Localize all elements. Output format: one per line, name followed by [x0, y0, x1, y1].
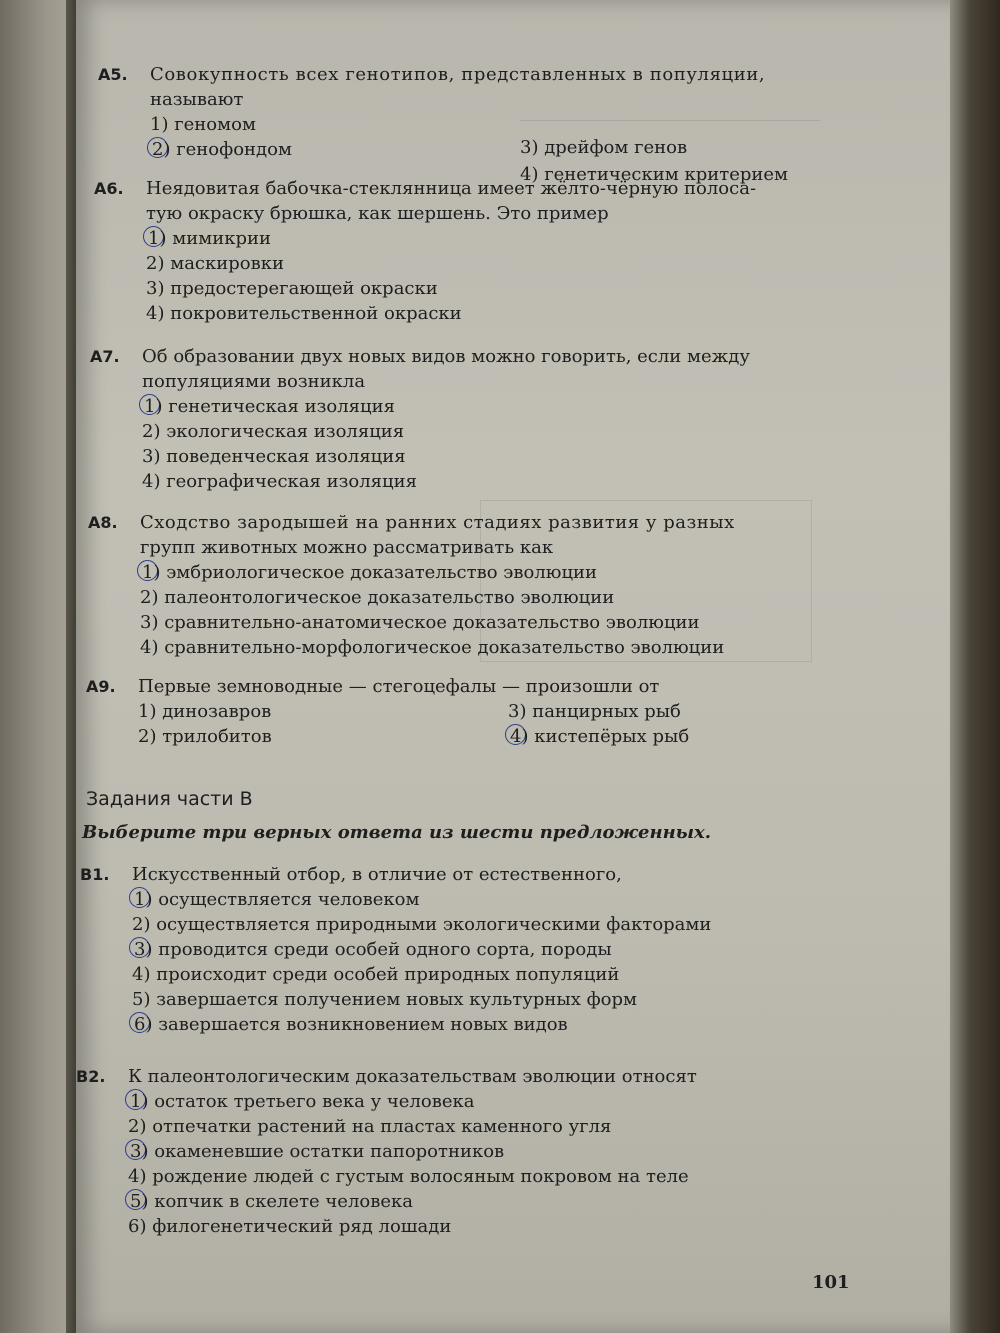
- task-number: А8.: [88, 513, 118, 532]
- option-1-selected[interactable]: [132, 887, 820, 912]
- option-1[interactable]: 1) геномом: [150, 114, 256, 135]
- option-2[interactable]: 2) осуществляется природными экологическими факторами: [132, 914, 712, 935]
- option-3[interactable]: 3) предостерегающей окраски: [146, 278, 438, 299]
- option-4[interactable]: 4) покровительственной окраски: [146, 303, 462, 324]
- task-a7: [90, 344, 830, 494]
- question-text: групп животных можно рассматривать как: [140, 537, 554, 558]
- option-2[interactable]: 2) трилобитов: [138, 726, 272, 747]
- option-label: 3) окаменевшие остатки папоротников: [130, 1141, 505, 1162]
- option-label: 2) генофондом: [152, 139, 292, 160]
- instruction: Выберите три верных ответа из шести предложенных.: [82, 822, 712, 843]
- option-1-selected[interactable]: [140, 560, 828, 585]
- option-3[interactable]: 3) дрейфом генов: [520, 137, 688, 158]
- question-text: Сходство зародышей на ранних стадиях развития у разных: [140, 512, 735, 533]
- question-text: Искусственный отбор, в отличие от естественного,: [132, 864, 622, 885]
- option-2[interactable]: 2) маскировки: [146, 253, 284, 274]
- option-2[interactable]: 2) экологическая изоляция: [142, 421, 405, 442]
- task-a9: [86, 674, 826, 749]
- option-blank: [520, 112, 820, 137]
- question-text: Неядовитая бабочка-стеклянница имеет жёлто-чёрную полоса-: [146, 178, 757, 199]
- task-b2: [76, 1064, 816, 1239]
- option-4[interactable]: 4) генетическим критерием: [520, 164, 789, 185]
- option-label: 1) эмбриологическое доказательство эволюции: [142, 562, 598, 583]
- option-1-selected[interactable]: [146, 226, 824, 251]
- option-1[interactable]: 1) динозавров: [138, 701, 272, 722]
- option-4[interactable]: 4) рождение людей с густым волосяным покровом на теле: [128, 1166, 689, 1187]
- options: [138, 699, 826, 749]
- option-3[interactable]: 3) сравнительно-анатомическое доказательство эволюции: [140, 612, 700, 633]
- page-number: 101: [812, 1272, 850, 1293]
- option-3[interactable]: 3) поведенческая изоляция: [142, 446, 406, 467]
- option-2[interactable]: 2) палеонтологическое доказательство эволюции: [140, 587, 615, 608]
- task-number: A5.: [98, 65, 128, 84]
- option-2-selected[interactable]: [150, 137, 520, 162]
- task-a6: [94, 176, 824, 326]
- question-text: популяциями возникла: [142, 371, 366, 392]
- task-number: А6.: [94, 179, 124, 198]
- option-4-selected[interactable]: [508, 724, 808, 749]
- option-6[interactable]: 6) филогенетический ряд лошади: [128, 1216, 452, 1237]
- option-3-selected[interactable]: [132, 937, 820, 962]
- task-number: В1.: [80, 865, 110, 884]
- question-text: Об образовании двух новых видов можно говорить, если между: [142, 346, 750, 367]
- option-1-selected[interactable]: [128, 1089, 816, 1114]
- option-label: 1) мимикрии: [148, 228, 271, 249]
- task-number: А7.: [90, 347, 120, 366]
- option-3[interactable]: 3) панцирных рыб: [508, 701, 681, 722]
- right-page-edge: [950, 0, 1000, 1333]
- option-label: 3) проводится среди особей одного сорта, породы: [134, 939, 612, 960]
- option-label: 6) завершается возникновением новых видов: [134, 1014, 568, 1035]
- question-text: Совокупность всех генотипов, представленных в популяции,: [150, 64, 766, 85]
- task-b1: [80, 862, 820, 1037]
- question-text: К палеонтологическим доказательствам эволюции относят: [128, 1066, 697, 1087]
- question-text: Первые земноводные — стегоцефалы — произошли от: [138, 676, 660, 697]
- option-4[interactable]: 4) географическая изоляция: [142, 471, 417, 492]
- option-6-selected[interactable]: [132, 1012, 820, 1037]
- option-label: 1) осуществляется человеком: [134, 889, 420, 910]
- task-a5: [98, 62, 818, 187]
- option-label: 1) остаток третьего века у человека: [130, 1091, 475, 1112]
- task-number: А9.: [86, 677, 116, 696]
- option-2[interactable]: 2) отпечатки растений на пластах каменного угля: [128, 1116, 612, 1137]
- option-4[interactable]: 4) происходит среди особей природных популяций: [132, 964, 620, 985]
- option-5-selected[interactable]: [128, 1189, 816, 1214]
- option-5[interactable]: 5) завершается получением новых культурных форм: [132, 989, 638, 1010]
- option-label: 1) генетическая изоляция: [144, 396, 395, 417]
- option-label: 4) кистепёрых рыб: [510, 726, 690, 747]
- task-number: В2.: [76, 1067, 106, 1086]
- option-3-selected[interactable]: [128, 1139, 816, 1164]
- option-4[interactable]: 4) сравнительно-морфологическое доказательство эволюции: [140, 637, 725, 658]
- option-label: 5) копчик в скелете человека: [130, 1191, 413, 1212]
- question-text: тую окраску брюшка, как шершень. Это пример: [146, 203, 609, 224]
- question-text: называют: [150, 89, 244, 110]
- option-1-selected[interactable]: [142, 394, 830, 419]
- section-title: Задания части В: [86, 788, 253, 810]
- task-a8: [88, 510, 828, 660]
